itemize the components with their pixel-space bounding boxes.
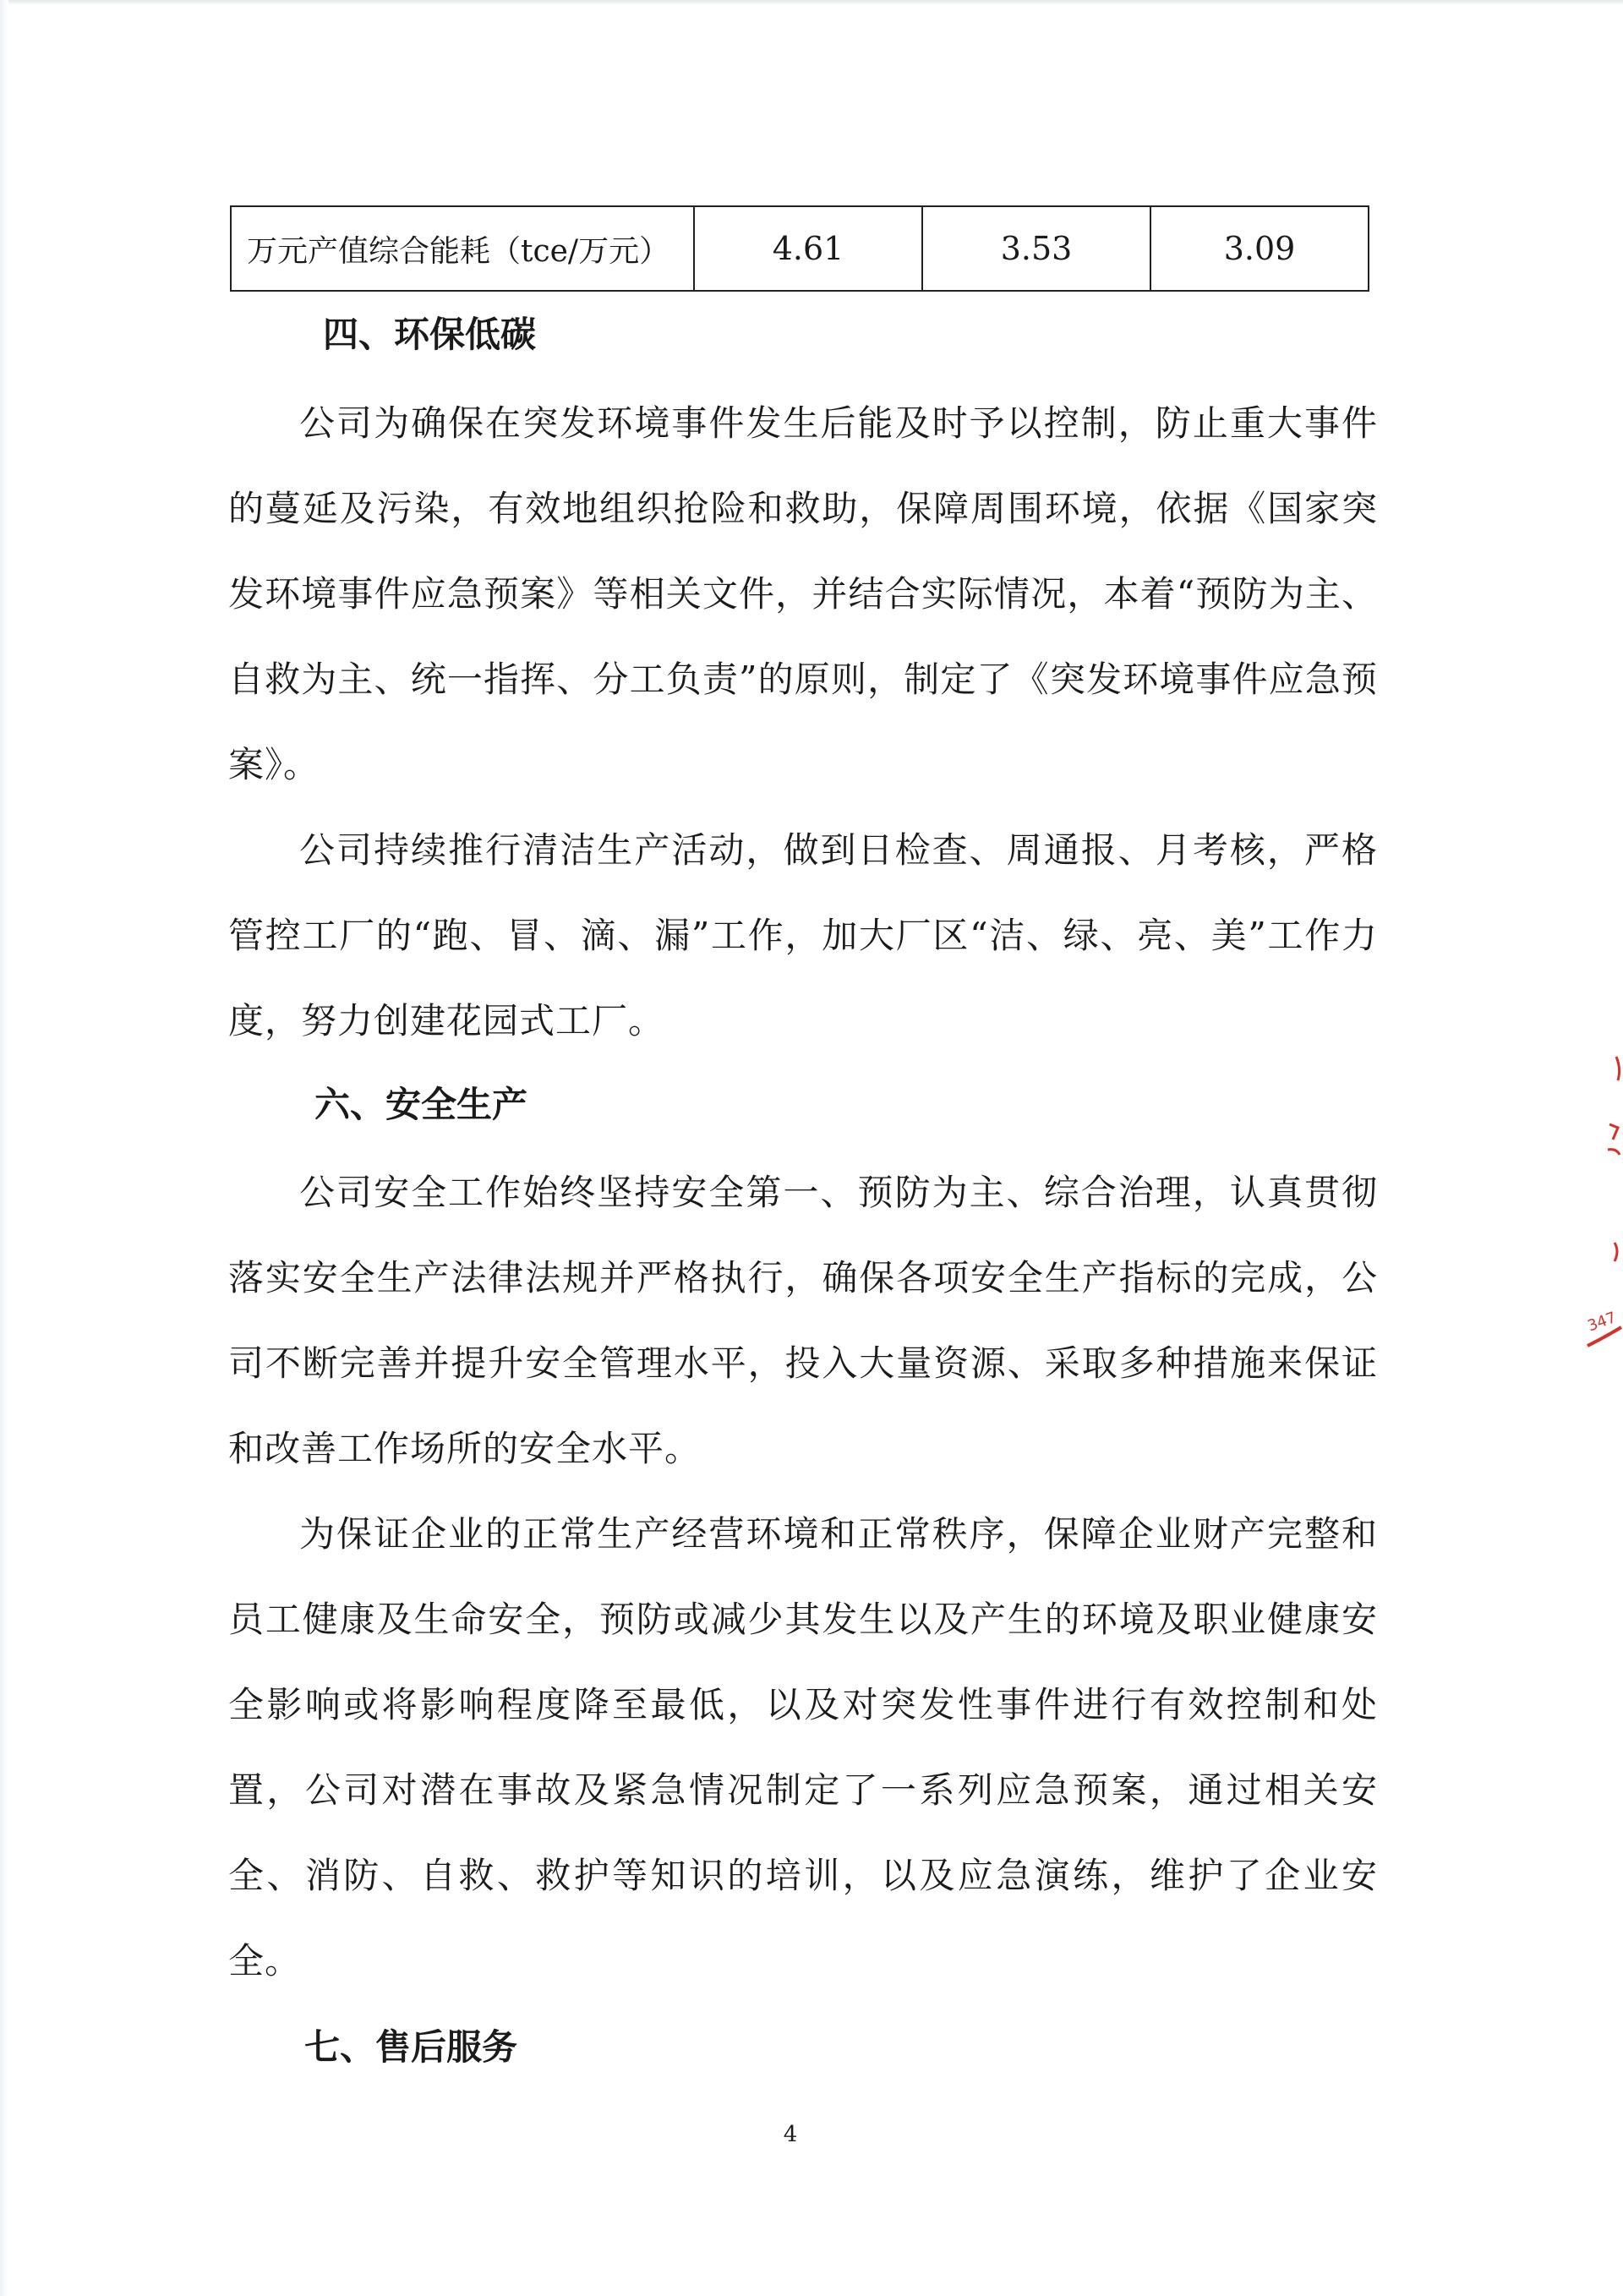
section-heading-safety: 六、安全生产 <box>314 1084 528 1125</box>
seal-stamp-fragment <box>1584 1048 1623 1369</box>
table-cell-value-1: 4.61 <box>694 206 922 291</box>
energy-consumption-table <box>230 205 1369 292</box>
table-row <box>231 206 1369 291</box>
paragraph-safety-policy: 公司安全工作始终坚持安全第一、预防为主、综合治理，认真贯彻落实安全生产法律法规并严格执行，确保各项安全生产指标的完成，公司不断完善并提升安全管理水平，投入大量资源、采取多种措施来保证和改善工作场所的安全水平。 <box>228 1172 1378 1469</box>
section-heading-after-sales: 七、售后服务 <box>304 2026 518 2068</box>
paragraph-clean-production: 公司持续推行清洁生产活动，做到日检查、周通报、月考核，严格管控工厂的“跑、冒、滴、漏”工作，加大厂区“洁、绿、亮、美”工作力度，努力创建花园式工厂。 <box>228 829 1378 1041</box>
paragraph-emergency-plans: 为保证企业的正常生产经营环境和正常秩序，保障企业财产完整和员工健康及生命安全，预防或减少其发生以及产生的环境及职业健康安全影响或将影响程度降至最低，以及对突发性事件进行有效控制和处置，公司对潜在事故及紧急情况制定了一系列应急预案，通过相关安全、消防、自救、救护等知识的培训，以及应急演练，维护了企业安全。 <box>228 1513 1378 1982</box>
page-number: 4 <box>783 2122 798 2147</box>
seal-stamp-number: 347 <box>1585 1309 1619 1336</box>
section-heading-environment: 四、环保低碳 <box>323 314 537 355</box>
table-cell-value-2: 3.53 <box>922 206 1150 291</box>
scan-edge-top <box>0 0 1623 5</box>
table-row-label: 万元产值综合能耗（tce/万元） <box>231 206 694 291</box>
scan-edge-left <box>0 0 8 2296</box>
paragraph-environment-emergency: 公司为确保在突发环境事件发生后能及时予以控制，防止重大事件的蔓延及污染，有效地组织抢险和救助，保障周围环境，依据《国家突发环境事件应急预案》等相关文件，并结合实际情况，本着“预防为主、自救为主、统一指挥、分工负责”的原则，制定了《突发环境事件应急预案》。 <box>228 402 1378 785</box>
table-cell-value-3: 3.09 <box>1150 206 1369 291</box>
